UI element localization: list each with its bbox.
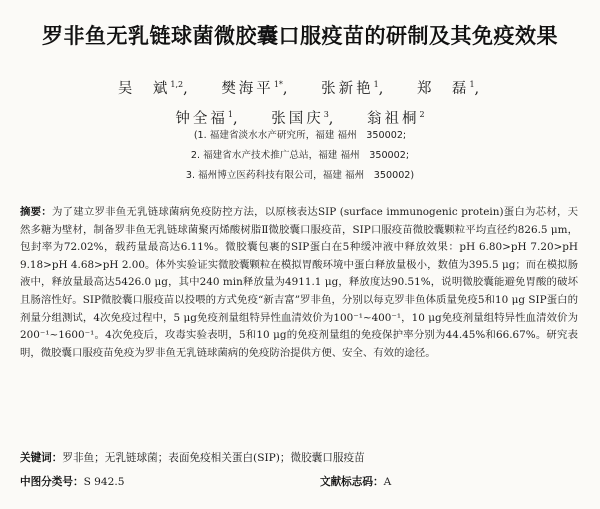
keywords-label: 关键词：: [20, 452, 63, 464]
keywords: [20, 450, 580, 465]
author: 张国庆$^3$,: [271, 110, 337, 127]
affiliation-2: 2. 福建省水产技术推广总站，福建 福州 350002;: [190, 150, 410, 161]
abstract-text: 为了建立罗非鱼无乳链球菌病免疫防控方法，以原核表达SIP (surface immunogenic protein)蛋白为芯材，天然多糖为壁材，制备罗非鱼无乳链球菌聚丙烯酸树脂Ⅱ微胶囊口服疫苗，SIP口服疫苗微胶囊颗粒平均直径约826.5 μm，包封率为72.02%，载药量最高达6.11%。微胶囊包裹的SIP蛋白在5种缓冲液中释放效果：pH 6.80>pH 7.20>pH 9.18>pH 4.68>pH 2.00。体外实验证实微胶囊颗粒在模拟胃酸环境中蛋白释放量极小，数值为395.5 μg；而在模拟肠液中，释放量最高达5426.0 μg，其中240 min释放量为4911.1 μg，释放度达90.51%，说明微胶囊能避免胃酸的破坏且肠溶性好。SIP微胶囊口服疫苗以投喂的方式免疫“新吉富”罗非鱼，分别以每克罗非鱼体质量免疫5和10 μg SIP蛋白的剂量分组测试，4次免疫过程中，5 μg免疫剂量组特异性血清效价为100⁻¹~400⁻¹，10 μg免疫剂量组特异性血清效价为200⁻¹~1600⁻¹。4次免疫后，攻毒实验表明，5和10 μg的免疫剂量组的免疫保护率分别为44.45%和66.67%。研究表明，微胶囊口服疫苗免疫为罗非鱼无乳链球菌病的免疫防治提供方便、安全、有效的途径。: [20, 206, 579, 359]
author: 钟全福$^1$,: [175, 110, 241, 127]
author: 翁祖桐$^2$: [367, 110, 425, 127]
abstract-label: 摘要：: [20, 206, 52, 218]
keywords-text: 罗非鱼；无乳链球菌；表面免疫相关蛋白(SIP)；微胶囊口服疫苗: [62, 452, 365, 464]
author-list: [60, 72, 540, 132]
clc-label: 中图分类号：: [20, 476, 84, 488]
clc-value: S 942.5: [83, 476, 125, 488]
abstract: [20, 204, 578, 362]
author: 张新艳$^1$,: [321, 80, 387, 97]
doc-code-label: 文献标志码：: [320, 476, 384, 488]
doc-code-value: A: [383, 476, 392, 488]
author: 郑 磊$^1$,: [416, 80, 483, 97]
author: 樊海平$^{1*}$,: [221, 80, 291, 97]
affiliation-3: 3. 福州博立医药科技有限公司，福建 福州 350002): [185, 170, 415, 181]
classification-line: [20, 474, 580, 489]
paper-title: 罗非鱼无乳链球菌微胶囊口服疫苗的研制及其免疫效果: [42, 24, 558, 48]
author: 吴 斌$^{1,2}$,: [117, 80, 191, 97]
document-code: [320, 474, 391, 489]
affiliation-1: (1. 福建省淡水水产研究所，福建 福州 350002;: [193, 130, 407, 141]
